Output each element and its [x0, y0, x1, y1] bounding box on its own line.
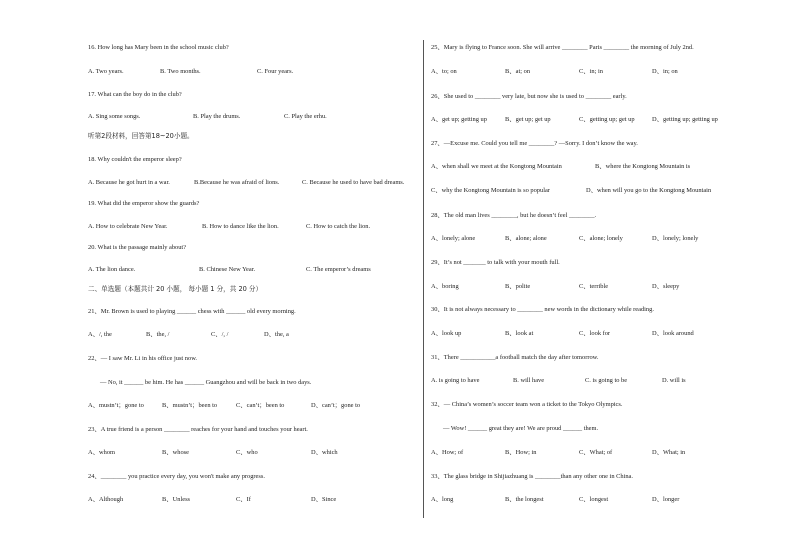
- question-33-stem: 33、The glass bridge in Shijiazhuang is ________than any other one in China.: [431, 473, 633, 480]
- question-29-option-a: A、boring: [431, 283, 459, 290]
- question-30-stem: 30、It is not always necessary to ________ new words in the dictionary while reading.: [431, 306, 654, 313]
- question-28-option-d: D、lonely; lonely: [652, 235, 699, 242]
- question-17-option-b: B. Play the drums.: [193, 113, 241, 120]
- question-30-option-c: C、look for: [579, 330, 611, 337]
- question-24-option-d: D、Since: [311, 496, 337, 503]
- question-28-stem: 28、The old man lives ________, but he doesn’t feel ________.: [431, 212, 597, 219]
- question-19-stem: 19. What did the emperor show the guards?: [88, 200, 200, 207]
- question-26-option-a: A、get up; getting up: [431, 116, 487, 123]
- question-17-stem: 17. What can the boy do in the club?: [88, 91, 182, 98]
- question-29-stem: 29、It’s not _______ to talk with your mouth full.: [431, 259, 560, 266]
- question-22-stem: 22、— I saw Mr. Li in his office just now.: [88, 355, 197, 362]
- question-20-option-c: C. The emperor’s dreams: [306, 266, 371, 273]
- question-29-option-b: B、polite: [505, 283, 531, 290]
- question-23-option-d: D、which: [311, 449, 338, 456]
- question-27-option-d: D、when will you go to the Kongtong Mountain: [586, 187, 712, 194]
- question-23-option-a: A、whom: [88, 449, 115, 456]
- section-heading: 听第2段材料，回答第18~20小题。: [88, 132, 194, 140]
- question-22-option-c: C、can’t；been to: [236, 402, 285, 409]
- question-33-option-a: A、long: [431, 496, 454, 503]
- question-26-option-d: D、getting up; getting up: [652, 116, 718, 123]
- question-30-option-a: A、look up: [431, 330, 462, 337]
- question-28-option-c: C、alone; lonely: [579, 235, 623, 242]
- question-23-option-c: C、who: [236, 449, 258, 456]
- question-20-option-a: A. The lion dance.: [88, 266, 136, 273]
- question-33-option-b: B、the longest: [505, 496, 544, 503]
- question-27-option-c: C、why the Kongtong Mountain is so popular: [431, 187, 550, 194]
- question-31-option-a: A. is going to have: [431, 377, 480, 384]
- question-18-option-c: C. Because he used to have bad dreams.: [302, 179, 405, 186]
- question-21-option-c: C、/, /: [211, 331, 229, 338]
- question-27-stem: 27、—Excuse me. Could you tell me ________? —Sorry. I don’t know the way.: [431, 140, 638, 147]
- question-25-stem: 25、Mary is flying to France soon. She will arrive ________ Paris ________ the morning of July 2nd.: [431, 44, 694, 51]
- question-24-stem: 24、________ you practice every day, you won't make any progress.: [88, 473, 265, 480]
- question-20-option-b: B. Chinese New Year.: [199, 266, 256, 273]
- question-19-option-a: A. How to celebrate New Year.: [88, 223, 168, 230]
- question-17-option-a: A. Sing some songs.: [88, 113, 141, 120]
- question-32-option-a: A、How; of: [431, 449, 464, 456]
- question-26-stem: 26、She used to ________ very late, but now she is used to ________ early.: [431, 93, 627, 100]
- question-31-stem: 31、There ___________a football match the day after tomorrow.: [431, 354, 599, 361]
- question-31-option-d: D. will is: [662, 377, 686, 384]
- question-25-option-d: D、in; on: [652, 68, 678, 75]
- question-28-option-b: B、alone; alone: [505, 235, 547, 242]
- part-2-title: 二、单选题（本题共计 20 小题， 每小题 1 分，共 20 分）: [88, 285, 263, 293]
- question-16-option-a: A. Two years.: [88, 68, 124, 75]
- question-26-option-b: B、get up; get up: [505, 116, 551, 123]
- question-23-option-b: B、whose: [162, 449, 189, 456]
- question-32-option-d: D、What; in: [652, 449, 686, 456]
- question-33-option-c: C、longest: [579, 496, 609, 503]
- column-divider: [423, 40, 424, 518]
- question-22-stem-reply: — No, it ______ be him. He has ______ Guangzhou and will be back in two days.: [100, 379, 312, 386]
- question-33-option-d: D、longer: [652, 496, 680, 503]
- question-19-option-b: B. How to dance like the lion.: [202, 223, 279, 230]
- question-27-option-a: A、when shall we meet at the Kongtong Mountain: [431, 163, 562, 170]
- question-18-option-b: B.Because he was afraid of lions.: [194, 179, 280, 186]
- left-column: [88, 0, 418, 550]
- question-24-option-b: B、Unless: [162, 496, 191, 503]
- question-22-option-b: B、mustn’t；been to: [162, 402, 218, 409]
- question-19-option-c: C. How to catch the lion.: [306, 223, 371, 230]
- question-29-option-c: C、terrible: [579, 283, 609, 290]
- question-25-option-a: A、to; on: [431, 68, 457, 75]
- right-column: [431, 0, 771, 550]
- question-24-option-a: A、Although: [88, 496, 124, 503]
- question-31-option-b: B. will have: [513, 377, 545, 384]
- question-32-stem-reply: — Wow! ______ great they are! We are proud ______ them.: [443, 425, 599, 432]
- question-22-option-d: D、can’t；gone to: [311, 402, 361, 409]
- question-25-option-b: B、at; on: [505, 68, 531, 75]
- question-23-stem: 23、A true friend is a person ________ reaches for your hand and touches your heart.: [88, 426, 308, 433]
- question-16-option-c: C. Four years.: [257, 68, 294, 75]
- question-16-stem: 16. How long has Mary been in the school music club?: [88, 44, 229, 51]
- question-30-option-d: D、look around: [652, 330, 694, 337]
- question-24-option-c: C、If: [236, 496, 251, 503]
- question-32-option-b: B、How; in: [505, 449, 537, 456]
- question-21-option-a: A、/, the: [88, 331, 112, 338]
- question-32-option-c: C、What; of: [579, 449, 613, 456]
- question-26-option-c: C、getting up; get up: [579, 116, 635, 123]
- question-21-stem: 21、Mr. Brown is used to playing ______ chess with ______ old every morning.: [88, 308, 296, 315]
- question-27-option-b: B、where the Kongtong Mountain is: [595, 163, 691, 170]
- question-16-option-b: B. Two months.: [160, 68, 201, 75]
- question-25-option-c: C、in; in: [579, 68, 603, 75]
- question-22-option-a: A、mustn’t；gone to: [88, 402, 144, 409]
- question-32-stem: 32、— China’s women’s soccer team won a ticket to the Tokyo Olympics.: [431, 401, 623, 408]
- question-18-stem: 18. Why couldn't the emperor sleep?: [88, 156, 182, 163]
- question-21-option-d: D、the, a: [264, 331, 289, 338]
- question-18-option-a: A. Because he got hurt in a war.: [88, 179, 170, 186]
- question-21-option-b: B、the, /: [146, 331, 170, 338]
- question-28-option-a: A、lonely; alone: [431, 235, 476, 242]
- question-31-option-c: C. is going to be: [585, 377, 628, 384]
- question-17-option-c: C. Play the erhu.: [284, 113, 327, 120]
- question-29-option-d: D、sleepy: [652, 283, 680, 290]
- question-30-option-b: B、look at: [505, 330, 534, 337]
- question-20-stem: 20. What is the passage mainly about?: [88, 244, 187, 251]
